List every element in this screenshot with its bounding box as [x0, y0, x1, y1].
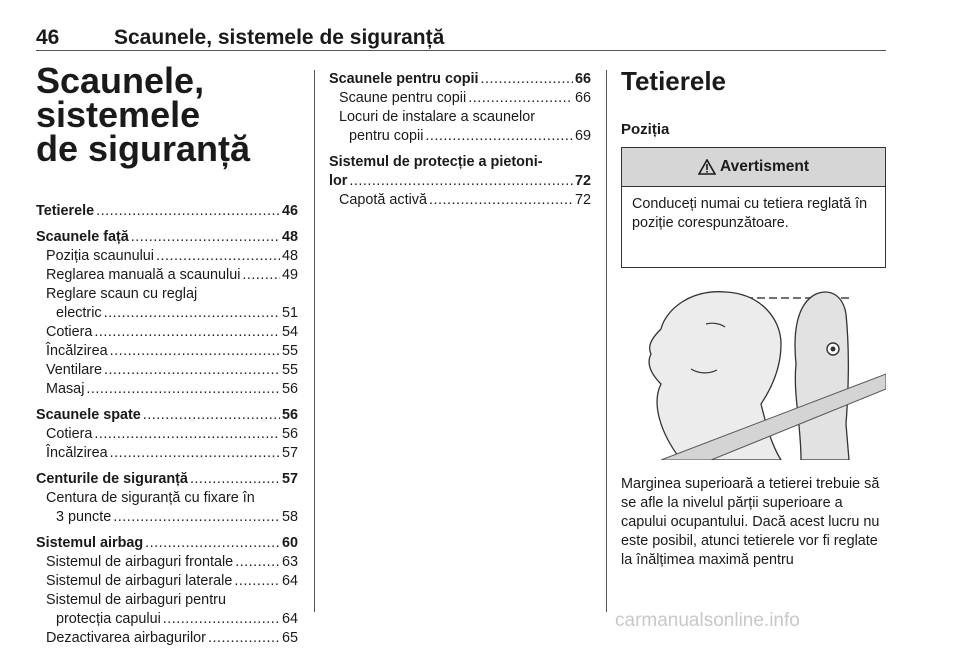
toc-entry-label: Încălzirea: [46, 343, 108, 359]
toc-entry-page: 57: [281, 471, 298, 487]
toc-entry-page: 69: [574, 128, 591, 144]
toc-entry[interactable]: [36, 629, 298, 648]
toc-entry-page: 56: [281, 426, 298, 442]
toc-column-1: [36, 60, 298, 648]
toc-entry-label: Scaunele spate: [36, 407, 141, 423]
toc-entry[interactable]: [36, 591, 298, 610]
toc-entry-page: 48: [281, 229, 298, 245]
warning-text: Conduceți numai cu tetiera reglată în poziție corespunzătoare.: [632, 196, 868, 231]
toc-entry[interactable]: [36, 572, 298, 591]
toc-entry-page: 64: [281, 611, 298, 627]
toc-entry[interactable]: [36, 425, 298, 444]
toc-leader: [104, 304, 280, 323]
toc-entry-label: Reglarea manuală a scaunului: [46, 267, 241, 283]
toc-entry[interactable]: [36, 361, 298, 380]
toc-entry-page: 48: [281, 248, 298, 264]
toc-column-2: [329, 70, 591, 210]
toc-entry-page: 64: [281, 573, 298, 589]
toc-entry[interactable]: [36, 202, 298, 221]
toc-entry-label: Sistemul de protecție a pietoni-: [329, 154, 543, 170]
toc-entry-label: Centura de siguranță cu fixare în: [46, 490, 255, 506]
toc-entry-label: Cotiera: [46, 324, 93, 340]
toc-entry-label: Dezactivarea airbagurilor: [46, 630, 206, 646]
toc-entry-page: 56: [281, 407, 298, 423]
toc-entry[interactable]: [329, 108, 591, 127]
warning-header: [622, 148, 885, 187]
toc-entry[interactable]: [36, 323, 298, 342]
toc-list-1: [36, 202, 298, 648]
toc-leader: [131, 228, 280, 247]
page-header: [36, 26, 886, 50]
toc-entry-page: 55: [281, 362, 298, 378]
toc-entry-label: Masaj: [46, 381, 85, 397]
toc-entry-page: 66: [574, 71, 591, 87]
content-column: [621, 64, 886, 568]
toc-entry-label: protecția capului: [56, 611, 161, 627]
toc-entry[interactable]: [36, 534, 298, 553]
toc-leader: [156, 247, 280, 266]
toc-entry-label: 3 puncte: [56, 509, 112, 525]
toc-entry[interactable]: [329, 191, 591, 210]
toc-entry[interactable]: [36, 508, 298, 527]
toc-entry[interactable]: [36, 553, 298, 572]
toc-entry-label: Scaunele pentru copii: [329, 71, 479, 87]
toc-entry-page: 54: [281, 324, 298, 340]
headrest-illustration: [621, 274, 886, 460]
toc-entry-label: Locuri de instalare a scaunelor: [339, 109, 535, 125]
toc-entry-label: Poziția scaunului: [46, 248, 154, 264]
subsection-heading: Poziția: [621, 121, 670, 138]
section-title: Tetierele: [621, 66, 727, 96]
toc-leader: [468, 89, 573, 108]
toc-entry-label: electric: [56, 305, 102, 321]
toc-entry-page: 57: [281, 445, 298, 461]
toc-leader: [143, 406, 280, 425]
toc-entry[interactable]: [36, 610, 298, 629]
toc-entry-label: Sistemul de airbaguri laterale: [46, 573, 233, 589]
toc-entry[interactable]: [329, 172, 591, 191]
toc-entry[interactable]: [329, 70, 591, 89]
body-paragraph: Marginea superioară a tetierei trebuie să se afle la nivelul părții superioare a capului ocupantului. Dacă acest lucru nu este posibil, atunci tetierele vor fi reglate la înălțimea maximă pentru: [621, 476, 880, 568]
toc-leader: [163, 610, 280, 629]
toc-entry-label: lor: [329, 173, 348, 189]
toc-entry-page: 63: [281, 554, 298, 570]
running-title: Scaunele, sistemele de siguranță: [114, 26, 445, 49]
toc-entry[interactable]: [329, 89, 591, 108]
toc-leader: [110, 342, 280, 361]
toc-entry-page: 55: [281, 343, 298, 359]
toc-leader: [481, 70, 573, 89]
toc-entry-page: 72: [574, 173, 591, 189]
toc-entry-label: Reglare scaun cu reglaj: [46, 286, 198, 302]
toc-entry[interactable]: [36, 285, 298, 304]
toc-entry[interactable]: [36, 228, 298, 247]
toc-entry-label: Cotiera: [46, 426, 93, 442]
toc-leader: [145, 534, 280, 553]
toc-entry-label: Capotă activă: [339, 192, 427, 208]
toc-entry-label: Sistemul de airbaguri pentru: [46, 592, 226, 608]
toc-entry-label: pentru copii: [349, 128, 424, 144]
watermark: carmanualsonline.info: [615, 610, 800, 631]
toc-entry[interactable]: [36, 406, 298, 425]
toc-entry[interactable]: [36, 304, 298, 323]
toc-entry[interactable]: [36, 444, 298, 463]
toc-entry-label: Scaune pentru copii: [339, 90, 467, 106]
toc-leader: [104, 361, 280, 380]
warning-triangle-icon: [698, 159, 716, 175]
toc-entry[interactable]: [36, 266, 298, 285]
toc-leader: [425, 127, 573, 146]
toc-entry-page: 51: [281, 305, 298, 321]
toc-entry-label: Tetierele: [36, 203, 95, 219]
toc-leader: [208, 629, 280, 648]
toc-entry-label: Sistemul de airbaguri frontale: [46, 554, 234, 570]
toc-entry-page: 66: [574, 90, 591, 106]
toc-leader: [242, 266, 280, 285]
toc-leader: [86, 380, 280, 399]
column-divider-2: [606, 70, 607, 612]
chapter-title: [36, 60, 298, 169]
toc-entry[interactable]: [329, 153, 591, 172]
toc-entry-page: 60: [281, 535, 298, 551]
toc-entry-page: 56: [281, 381, 298, 397]
toc-entry-page: 65: [281, 630, 298, 646]
toc-entry[interactable]: [36, 380, 298, 399]
toc-entry-page: 49: [281, 267, 298, 283]
toc-entry-page: 46: [281, 203, 298, 219]
toc-list-2: [329, 70, 591, 210]
toc-entry-label: Scaunele față: [36, 229, 129, 245]
toc-entry-label: Centurile de siguranță: [36, 471, 188, 487]
toc-leader: [94, 323, 280, 342]
toc-entry-label: Încălzirea: [46, 445, 108, 461]
header-rule: [36, 50, 886, 51]
column-divider-1: [314, 70, 315, 612]
toc-entry-label: Ventilare: [46, 362, 103, 378]
toc-entry[interactable]: [329, 127, 591, 146]
toc-leader: [96, 202, 280, 221]
toc-entry[interactable]: [36, 247, 298, 266]
toc-entry[interactable]: [36, 489, 298, 508]
warning-box: [621, 147, 886, 268]
toc-entry-page: 58: [281, 509, 298, 525]
toc-leader: [349, 172, 573, 191]
chapter-title-line1: Scaunele, sistemele: [36, 60, 205, 135]
toc-entry[interactable]: [36, 470, 298, 489]
toc-entry-page: 72: [574, 192, 591, 208]
toc-leader: [235, 553, 280, 572]
toc-entry-label: Sistemul airbag: [36, 535, 144, 551]
toc-leader: [113, 508, 280, 527]
toc-leader: [429, 191, 573, 210]
toc-entry[interactable]: [36, 342, 298, 361]
toc-leader: [234, 572, 280, 591]
chapter-title-line2: de siguranță: [36, 128, 251, 169]
toc-leader: [110, 444, 280, 463]
warning-title: Avertisment: [719, 158, 809, 175]
toc-leader: [190, 470, 280, 489]
page-number: 46: [36, 26, 60, 49]
toc-leader: [94, 425, 280, 444]
